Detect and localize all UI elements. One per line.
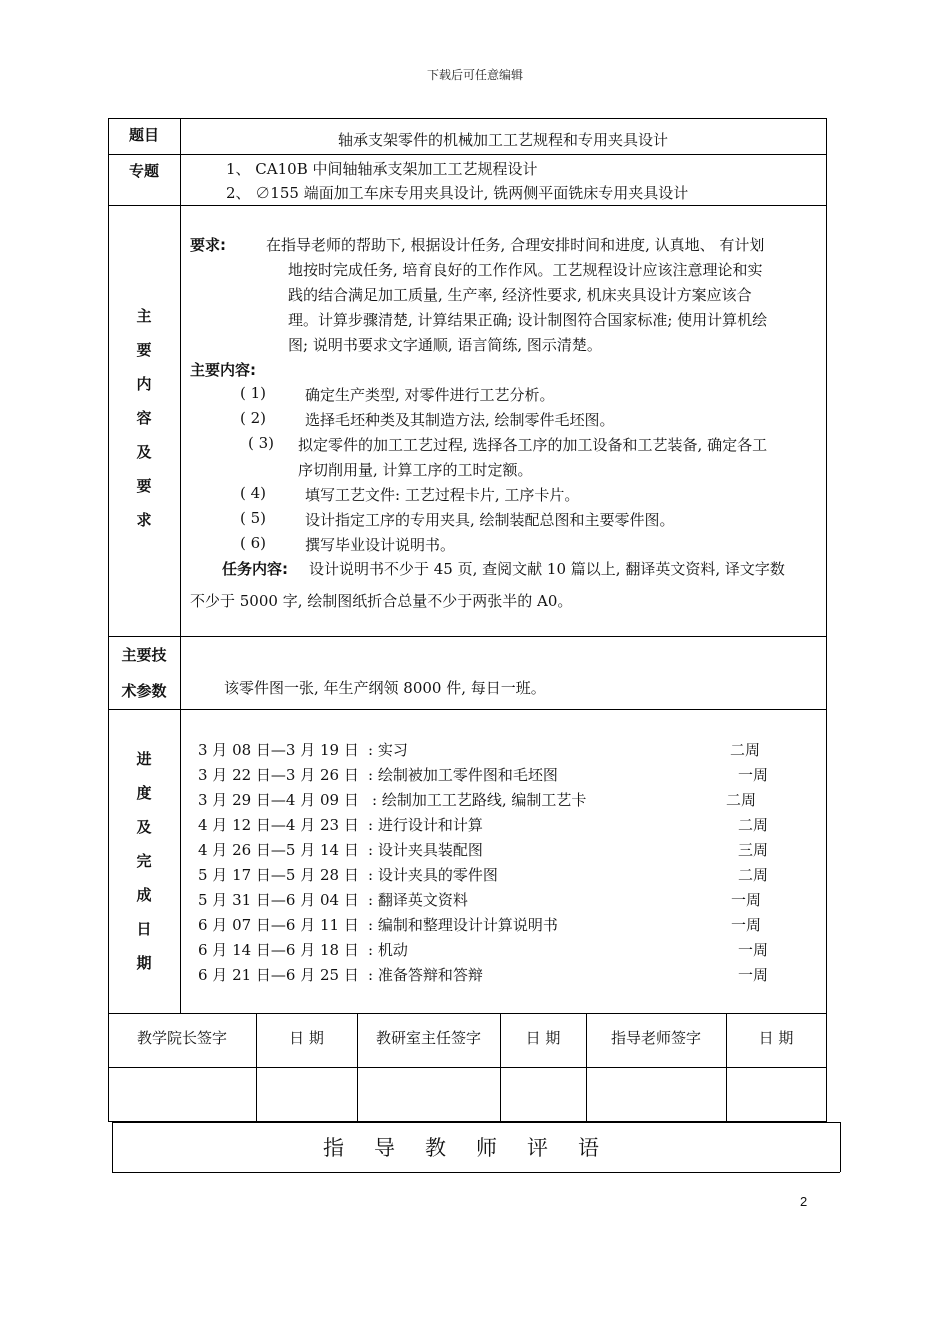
schedule-task: : 准备答辩和答辩 (368, 966, 483, 984)
content-text: 撰写毕业设计说明书。 (305, 536, 456, 554)
content-text: 填写工艺文件: 工艺过程卡片, 工序卡片。 (305, 486, 580, 504)
req-side-char: 要 (136, 477, 152, 495)
schedule-task: : 机动 (368, 941, 408, 959)
task-line-2: 不少于 5000 字, 绘制图纸折合总量不少于两张半的 A0。 (190, 592, 573, 610)
content-text: 选择毛坯种类及其制造方法, 绘制零件毛坯图。 (305, 411, 615, 429)
req-line: 地按时完成任务, 培育良好的工作作风。工艺规程设计应该注意理论和实 (288, 261, 763, 279)
schedule-task: : 绘制加工工艺路线, 编制工艺卡 (372, 791, 587, 809)
schedule-row (198, 889, 778, 914)
topic-value: 轴承支架零件的机械加工工艺规程和专用夹具设计 (337, 131, 668, 149)
schedule-row (198, 789, 778, 814)
review-title: 指导教师评语 (323, 1136, 629, 1160)
req-line: 图; 说明书要求文字通顺, 语言简练, 图示清楚。 (288, 336, 602, 354)
schedule-range: 6 月 21 日—6 月 25 日 (198, 966, 359, 984)
schedule-range: 6 月 07 日—6 月 11 日 (198, 916, 359, 934)
schedule-row (198, 864, 778, 889)
schedule-task: : 绘制被加工零件图和毛坯图 (368, 766, 558, 784)
sched-side-char: 度 (136, 784, 152, 802)
schedule-duration: 二周 (738, 816, 769, 834)
req-line: 理。计算步骤清楚, 计算结果正确; 设计制图符合国家标准; 使用计算机绘 (288, 311, 768, 329)
task-line-1: 设计说明书不少于 45 页, 查阅文献 10 篇以上, 翻译英文资料, 译文字数 (309, 560, 785, 578)
req-side-char: 内 (136, 375, 152, 393)
content-num: ( 4) (240, 484, 267, 502)
schedule-duration: 二周 (726, 791, 757, 809)
schedule-row (198, 914, 778, 939)
schedule-task: : 实习 (368, 741, 408, 759)
sched-side-char: 成 (136, 886, 152, 904)
tech-value: 该零件图一张, 年生产纲领 8000 件, 每日一班。 (224, 679, 546, 697)
special-item-1: 1、 CA10B 中间轴轴承支架加工工艺规程设计 (226, 160, 538, 178)
schedule-range: 6 月 14 日—6 月 18 日 (198, 941, 359, 959)
schedule-range: 3 月 08 日—3 月 19 日 (198, 741, 359, 759)
req-side-char: 求 (136, 511, 152, 529)
schedule-range: 3 月 29 日—4 月 09 日 (198, 791, 359, 809)
content-num: ( 1) (240, 384, 267, 402)
req-side-char: 主 (136, 307, 152, 325)
content-label: 主要内容: (190, 361, 257, 379)
content-text: 拟定零件的加工工艺过程, 选择各工序的加工设备和工艺装备, 确定各工 (298, 436, 768, 454)
special-label: 专题 (128, 162, 159, 180)
signature-date-label: 日 期 (289, 1029, 324, 1047)
signature-advisor-label: 指导老师签字 (610, 1029, 701, 1047)
content-num: ( 5) (240, 509, 267, 527)
sched-side-char: 进 (136, 750, 152, 768)
sched-side-char: 期 (136, 954, 152, 972)
sched-side-char: 日 (136, 920, 152, 938)
req-line: 践的结合满足加工质量, 生产率, 经济性要求, 机床夹具设计方案应该合 (288, 286, 752, 304)
schedule-task: : 编制和整理设计计算说明书 (368, 916, 558, 934)
schedule-task: : 进行设计和计算 (368, 816, 483, 834)
content-text: 设计指定工序的专用夹具, 绘制装配总图和主要零件图。 (305, 511, 675, 529)
tech-label-2: 术参数 (121, 682, 167, 700)
schedule-duration: 一周 (738, 941, 769, 959)
schedule-task: : 设计夹具装配图 (368, 841, 483, 859)
task-label: 任务内容: (222, 560, 289, 578)
schedule-range: 5 月 17 日—5 月 28 日 (198, 866, 359, 884)
schedule-duration: 一周 (731, 916, 762, 934)
signature-date-label: 日 期 (758, 1029, 794, 1047)
signature-date-label: 日 期 (525, 1029, 561, 1047)
schedule-row (198, 839, 778, 864)
page-number: 2 (800, 1194, 808, 1209)
req-line: 在指导老师的帮助下, 根据设计任务, 合理安排时间和进度, 认真地、 有计划 (266, 236, 765, 254)
schedule-range: 3 月 22 日—3 月 26 日 (198, 766, 359, 784)
schedule-task: : 设计夹具的零件图 (368, 866, 498, 884)
schedule-duration: 二周 (738, 866, 769, 884)
schedule-row (198, 814, 778, 839)
schedule-row (198, 764, 778, 789)
schedule-task: : 翻译英文资料 (368, 891, 468, 909)
signature-dean-label: 教学院长签字 (136, 1029, 227, 1047)
schedule-duration: 三周 (738, 841, 769, 859)
tech-label-1: 主要技 (121, 646, 167, 664)
schedule-row (198, 739, 778, 764)
content-num: ( 6) (240, 534, 267, 552)
content-text: 确定生产类型, 对零件进行工艺分析。 (305, 386, 555, 404)
req-side-char: 及 (136, 443, 152, 461)
header-note: 下载后可任意编辑 (426, 68, 523, 82)
special-item-2: 2、 ∅155 端面加工车床专用夹具设计, 铣两侧平面铣床专用夹具设计 (226, 184, 689, 202)
schedule-range: 4 月 26 日—5 月 14 日 (198, 841, 359, 859)
sched-side-char: 及 (136, 818, 152, 836)
content-text-cont: 序切削用量, 计算工序的工时定额。 (298, 461, 533, 479)
signature-director-label: 教研室主任签字 (375, 1029, 481, 1047)
topic-label: 题目 (128, 126, 159, 144)
req-side-char: 要 (136, 341, 152, 359)
schedule-row (198, 964, 778, 989)
schedule-duration: 一周 (738, 766, 769, 784)
schedule-range: 4 月 12 日—4 月 23 日 (198, 816, 359, 834)
schedule-duration: 一周 (738, 966, 769, 984)
req-label: 要求: (190, 236, 227, 254)
content-num: ( 3) (248, 434, 275, 452)
content-num: ( 2) (240, 409, 267, 427)
schedule-duration: 二周 (730, 741, 761, 759)
schedule-row (198, 939, 778, 964)
schedule-duration: 一周 (731, 891, 762, 909)
req-side-char: 容 (136, 409, 152, 427)
sched-side-char: 完 (136, 852, 152, 870)
schedule-range: 5 月 31 日—6 月 04 日 (198, 891, 359, 909)
